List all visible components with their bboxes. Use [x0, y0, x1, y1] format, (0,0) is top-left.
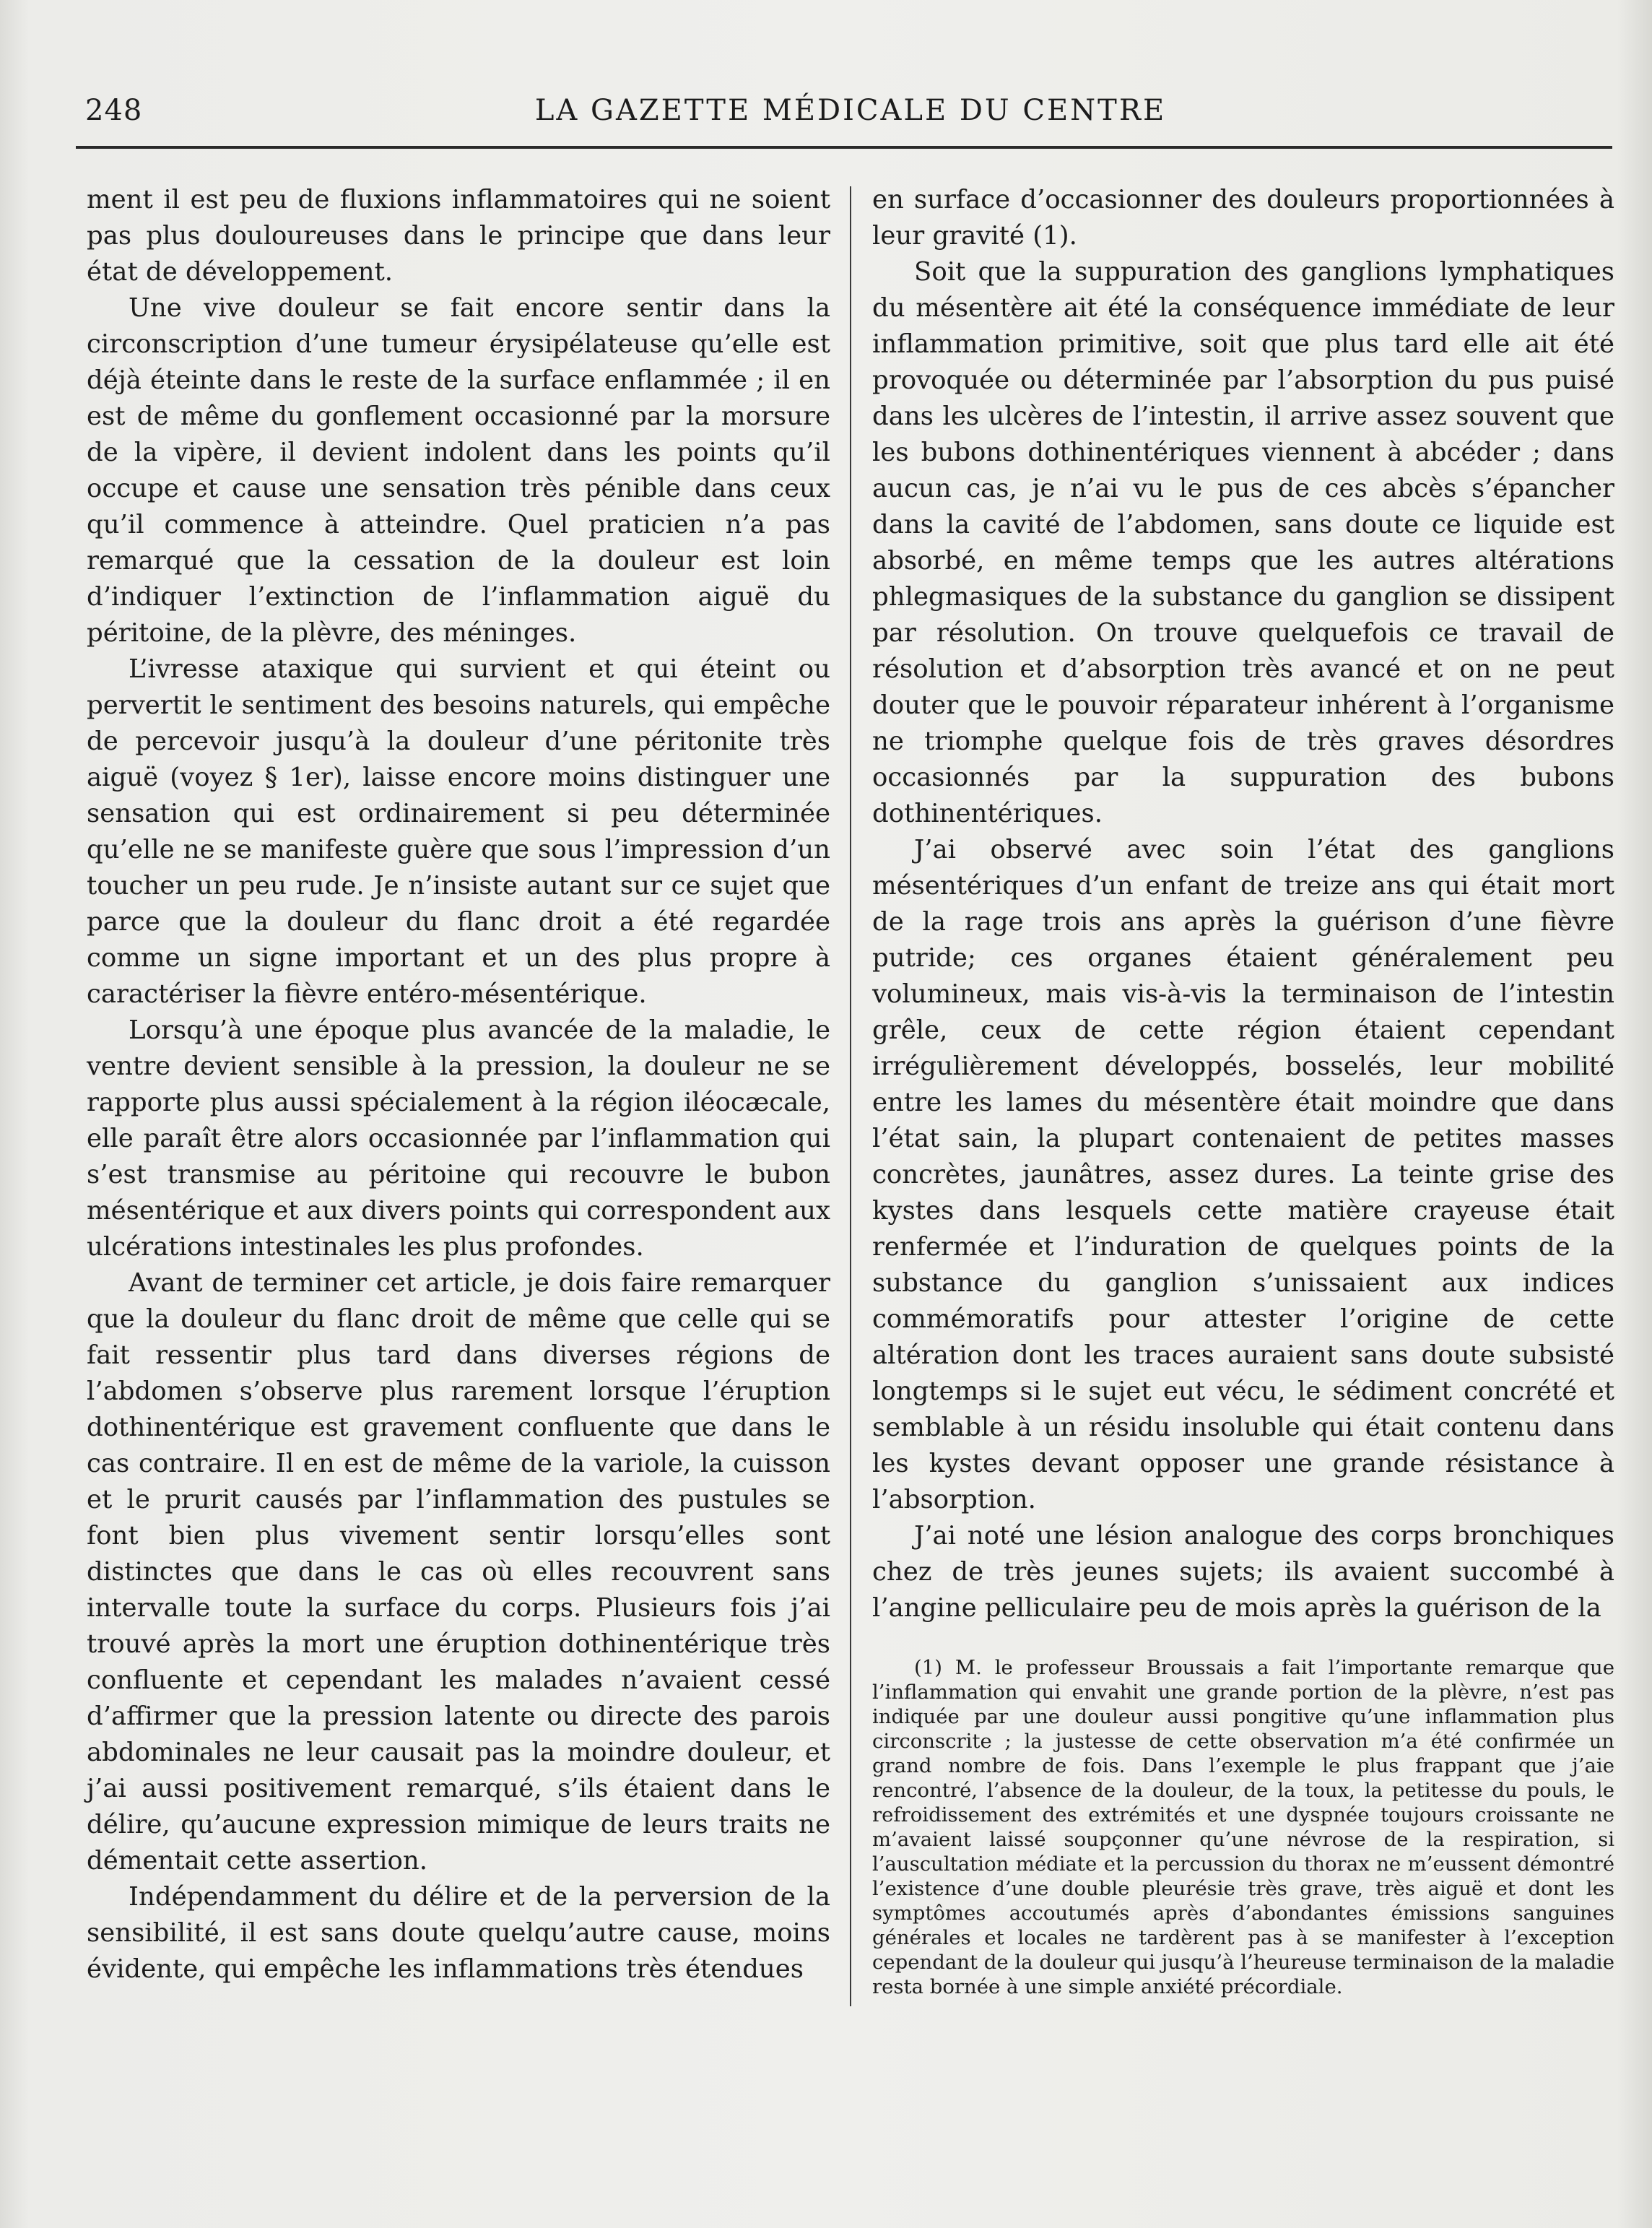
right-column — [872, 182, 1614, 1626]
paragraph: Une vive douleur se fait encore sentir dans la circonscription d’une tumeur érysipélateuse qu’elle est déjà éteinte dans le reste de la surface enflammée ; il en est de même du gonflement occasionné par la morsure de la vipère, il devient indolent dans les points qu’il occupe et cause une sensation très pénible dans ceux qu’il commence à atteindre. Quel praticien n’a pas remarqué que la cessation de la douleur est loin d’indiquer l’extinction de l’inflammation aiguë du péritoine, de la plèvre, des méninges. — [87, 293, 830, 648]
footnote — [872, 1655, 1614, 1999]
footnote-text: (1) M. le professeur Broussais a fait l’importante remarque que l’inflammation qui envahit une grande portion de la plèvre, n’est pas indiquée par une douleur aussi pongitive qu’une inflammation plus circonscrite ; la justesse de cette observation m’a été confirmée un grand nombre de fois. Dans l’exemple le plus frappant que j’aie rencontré, l’absence de la douleur, de la toux, la petitesse du pouls, le refroidissement des extrémités et une dyspnée toujours croissante ne m’avaient laissé soupçonner qu’une névrose de la respiration, si l’auscultation médiate et la percussion du thorax ne m’eussent démontré l’existence d’une double pleurésie très grave, très aiguë et dont les symptômes accoutumés après d’abondantes émissions sanguines générales et locales ne tardèrent pas à se manifester à l’exception cependant de la douleur qui jusqu’à l’heureuse terminaison de la maladie resta bornée à une simple anxiété précordiale. — [872, 1656, 1615, 1998]
page-header — [85, 88, 1616, 131]
running-title: LA GAZETTE MÉDICALE DU CENTRE — [534, 94, 1167, 127]
paragraph: L’ivresse ataxique qui survient et qui éteint ou pervertit le sentiment des besoins naturels, qui empêche de percevoir jusqu’à la douleur d’une péritonite très aiguë (voyez § 1er), laisse encore moins distinguer une sensation qui est ordinairement si peu déterminée qu’elle ne se manifeste guère que sous l’impression d’un toucher un peu rude. Je n’insiste autant sur ce sujet que parce que la douleur du flanc droit a été regardée comme un signe important et un des plus propre à caractériser la fièvre entéro-mésentérique. — [87, 654, 830, 1009]
paragraph: Lorsqu’à une époque plus avancée de la maladie, le ventre devient sensible à la pression, la douleur ne se rapporte plus aussi spécialement à la région iléocæcale, elle paraît être alors occasionnée par l’inflammation qui s’est transmise au péritoine qui recouvre le bubon mésentérique et aux divers points qui correspondent aux ulcérations intestinales les plus profondes. — [87, 1015, 830, 1262]
paragraph: ment il est peu de fluxions inflammatoires qui ne soient pas plus douloureuses dans le principe que dans leur état de développement. — [87, 185, 830, 287]
left-column — [87, 182, 830, 1988]
paragraph: en surface d’occasionner des douleurs proportionnées à leur gravité (1). — [872, 185, 1614, 251]
column-divider — [850, 186, 851, 2006]
paragraph: J’ai noté une lésion analogue des corps bronchiques chez de très jeunes sujets; ils avaient succombé à l’angine pelliculaire peu de mois après la guérison de la — [872, 1521, 1614, 1623]
paragraph: Soit que la suppuration des ganglions lymphatiques du mésentère ait été la conséquence immédiate de leur inflammation primitive, soit que plus tard elle ait été provoquée ou déterminée par l’absorption du pus puisé dans les ulcères de l’intestin, il arrive assez souvent que les bubons dothinentériques viennent à abcéder ; dans aucun cas, je n’ai vu le pus de ces abcès s’épancher dans la cavité de l’abdomen, sans doute ce liquide est absorbé, en même temps que les autres altérations phlegmasiques de la substance du ganglion se dissipent par résolution. On trouve quelquefois ce travail de résolution et d’absorption très avancé et on ne peut douter que le pouvoir réparateur inhérent à l’organisme ne triomphe quelque fois de très graves désordres occasionnés par la suppuration des bubons dothinentériques. — [872, 257, 1614, 828]
header-rule — [76, 146, 1612, 149]
paragraph: J’ai observé avec soin l’état des ganglions mésentériques d’un enfant de treize ans qui était mort de la rage trois ans après la guérison d’une fièvre putride; ces organes étaient généralement peu volumineux, mais vis-à-vis la terminaison de l’intestin grêle, ceux de cette région étaient cependant irrégulièrement développés, bosselés, leur mobilité entre les lames du mésentère était moindre que dans l’état sain, la plupart contenaient de petites masses concrètes, jaunâtres, assez dures. La teinte grise des kystes dans lesquels cette matière crayeuse était renfermée et l’induration de quelques points de la substance du ganglion s’unissaient aux indices commémoratifs pour attester l’origine de cette altération dont les traces auraient sans doute subsisté longtemps si le sujet eut vécu, le sédiment concrété et semblable à un résidu insoluble qui était contenu dans les kystes devant opposer une grande résistance à l’absorption. — [872, 835, 1614, 1514]
paragraph: Avant de terminer cet article, je dois faire remarquer que la douleur du flanc droit de même que celle qui se fait ressentir plus tard dans diverses régions de l’abdomen s’observe plus rarement lorsque l’éruption dothinentérique est gravement confluente que dans le cas contraire. Il en est de même de la variole, la cuisson et le prurit causés par l’inflammation des pustules se font bien plus vivement sentir lorsqu’elles sont distinctes que dans le cas où elles recouvrent sans intervalle toute la surface du corps. Plusieurs fois j’ai trouvé après la mort une éruption dothinentérique très confluente et cependant les malades n’avaient cessé d’affirmer que la pression latente ou directe des parois abdominales ne leur causait pas la moindre douleur, et j’ai aussi positivement remarqué, s’ils étaient dans le délire, qu’aucune expression mimique de leurs traits ne démentait cette assertion. — [87, 1268, 830, 1876]
paragraph: Indépendamment du délire et de la perversion de la sensibilité, il est sans doute quelqu’autre cause, moins évidente, qui empêche les inflammations très étendues — [87, 1882, 830, 1984]
page-number: 248 — [85, 94, 143, 127]
